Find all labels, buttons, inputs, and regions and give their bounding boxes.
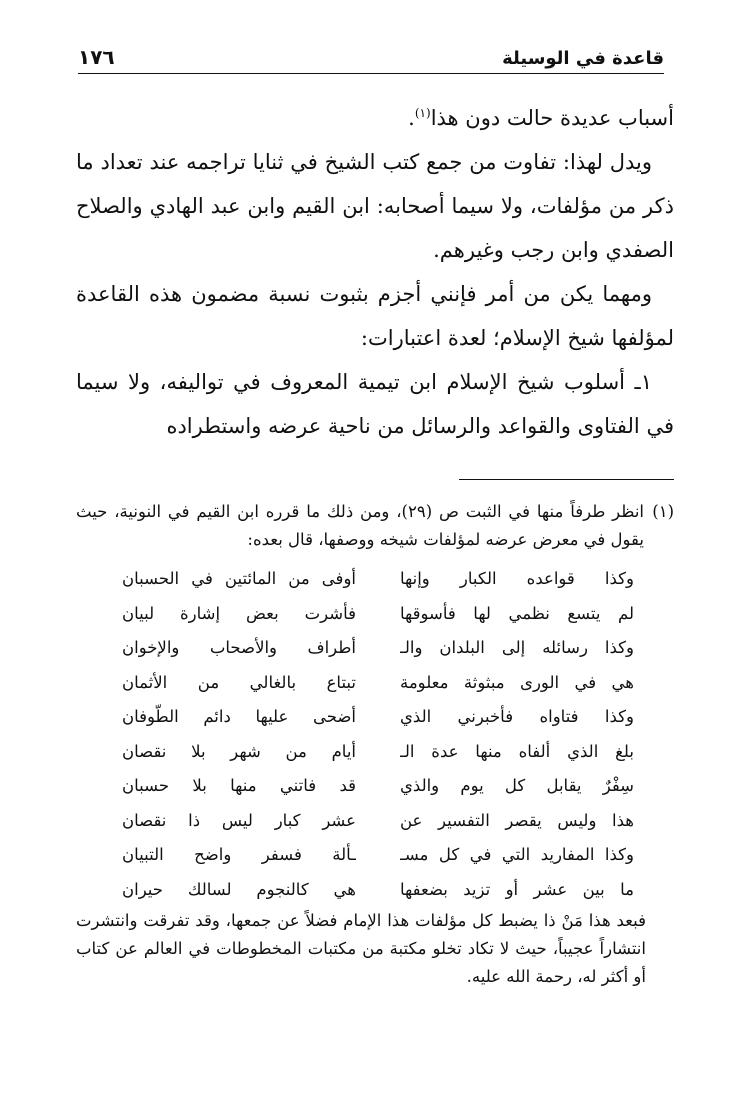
paragraph-4: ١ـ أسلوب شيخ الإسلام ابن تيمية المعروف في تواليفه، ولا سيما في الفتاوى والقواعد والرسائل من ناحية عرضه واستطراده: [76, 370, 674, 438]
running-header: [78, 40, 664, 74]
first-hemistich: هي في الورى مبثوثة معلومة: [400, 672, 634, 692]
footnote-marker: (١): [652, 502, 674, 521]
paragraph-1-text: أسباب عديدة حالت دون هذا: [430, 106, 674, 130]
second-hemistich: هي كالنجوم لسالك حيران: [122, 879, 356, 899]
poem-verse: [76, 666, 634, 701]
running-title: قاعدة في الوسيلة: [502, 48, 664, 69]
first-hemistich: وكذا المفاريد التي في كل مسـ: [400, 845, 634, 865]
second-hemistich: أضحى عليها دائم الطّوفان: [122, 707, 356, 727]
poem-verse: [76, 735, 634, 770]
poem-verse: [76, 873, 634, 908]
paragraph-1-end: .: [408, 106, 415, 130]
poem-verse: [76, 597, 634, 632]
footnotes: [76, 498, 674, 991]
main-text: [76, 96, 674, 448]
second-hemistich: أيام من شهر بلا نقصان: [122, 741, 356, 761]
poem-verse: [76, 769, 634, 804]
first-hemistich: ما بين عشر أو تزيد بضعفها: [400, 879, 634, 899]
footnote-closing: فبعد هذا مَنْ ذا يضبط كل مؤلفات هذا الإمام فضلاً عن جمعها، وقد تفرقت وانتشرت انتشاراً عجيباً، حيث لا تكاد تخلو مكتبة من مكتبات المخطوطات في العالم عن كتاب أو أكثر له، رحمة الله عليه.: [76, 911, 646, 986]
second-hemistich: أوفى من المائتين في الحسبان: [122, 569, 356, 589]
first-hemistich: وكذا قواعده الكبار وإنها: [400, 569, 634, 589]
paragraph-1: [76, 96, 674, 140]
footnote-reference[interactable]: (١): [414, 106, 431, 120]
second-hemistich: ـألة فسفر واضح التبيان: [122, 845, 356, 865]
paragraph-3: ومهما يكن من أمر فإنني أجزم بثبوت نسبة مضمون هذه القاعدة لمؤلفها شيخ الإسلام؛ لعدة اعتبارات:: [76, 282, 674, 350]
poem-verse: [76, 838, 634, 873]
poem: [76, 562, 674, 907]
poem-verse: [76, 700, 634, 735]
poem-verse: [76, 631, 634, 666]
first-hemistich: بلغ الذي ألفاه منها عدة الـ: [400, 741, 634, 761]
first-hemistich: وكذا فتاواه فأخبرني الذي: [400, 707, 634, 727]
second-hemistich: فأشرت بعض إشارة لبيان: [122, 603, 356, 623]
first-hemistich: وكذا رسائله إلى البلدان والـ: [400, 638, 634, 658]
poem-verse: [76, 804, 634, 839]
second-hemistich: عشر كبار ليس ذا نقصان: [122, 810, 356, 830]
footnote-intro: انظر طرفاً منها في الثبت ص (٢٩)، ومن ذلك ما قرره ابن القيم في النونية، حيث يقول في معرض عرضه لمؤلفات شيخه ووصفها، قال بعده:: [76, 502, 644, 549]
second-hemistich: قد فاتني منها بلا حسبان: [122, 776, 356, 796]
first-hemistich: هذا وليس يقصر التفسير عن: [400, 810, 634, 830]
footnote-separator: [459, 479, 674, 480]
second-hemistich: تبتاع بالغالي من الأثمان: [122, 672, 356, 692]
first-hemistich: لم يتسع نظمي لها فأسوقها: [400, 603, 634, 623]
paragraph-2: ويدل لهذا: تفاوت من جمع كتب الشيخ في ثنايا تراجمه عند تعداد ما ذكر من مؤلفات، ولا سيما أصحابه: ابن القيم وابن عبد الهادي والصلاح الصفدي وابن رجب وغيرهم.: [76, 150, 674, 262]
poem-verse: [76, 562, 634, 597]
page-number: ١٧٦: [78, 45, 115, 69]
footnote-1: [76, 498, 674, 554]
second-hemistich: أطراف والأصحاب والإخوان: [122, 638, 356, 658]
first-hemistich: سِفْرٌ يقابل كل يوم والذي: [400, 776, 634, 796]
